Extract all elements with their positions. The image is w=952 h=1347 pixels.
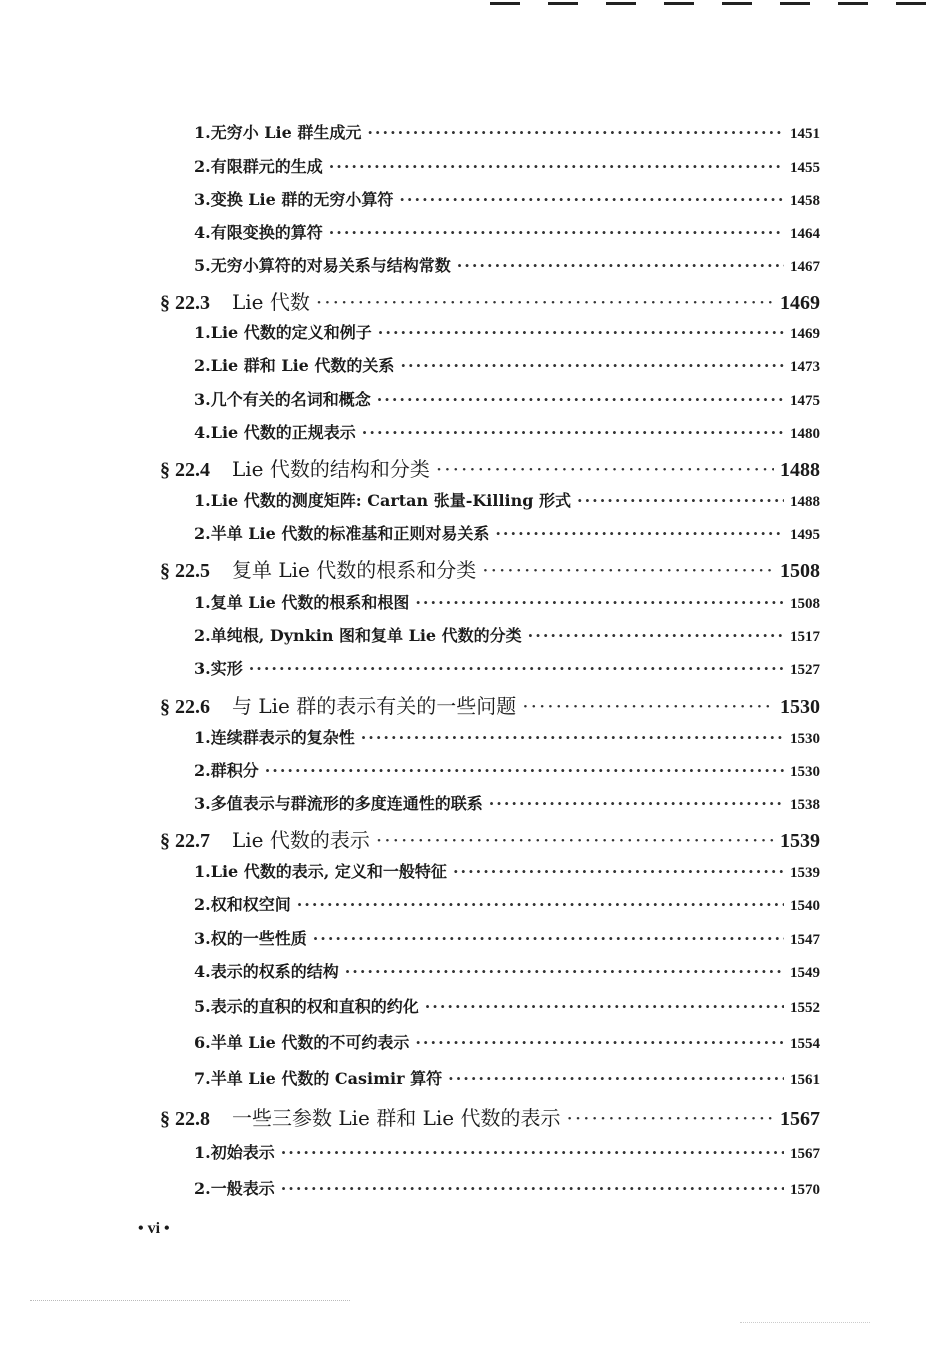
toc-subsection-entry[interactable] bbox=[194, 1176, 820, 1199]
dot-leader bbox=[329, 157, 784, 176]
entry-title: 3.实形 bbox=[194, 659, 243, 678]
entry-title: 1.Lie 代数的测度矩阵: Cartan 张量-Killing 形式 bbox=[194, 491, 572, 510]
entry-title: 1.Lie 代数的表示, 定义和一般特征 bbox=[194, 862, 447, 881]
section-number: § 22.8 bbox=[160, 1108, 210, 1130]
dot-leader bbox=[281, 1179, 784, 1198]
dot-leader bbox=[345, 962, 784, 981]
entry-title: 1.初始表示 bbox=[194, 1143, 275, 1162]
toc-subsection-entry[interactable] bbox=[194, 656, 820, 679]
page-number: 1567 bbox=[780, 1108, 820, 1130]
entry-title: 3.多值表示与群流形的多度连通性的联系 bbox=[194, 794, 483, 813]
page-number: 1517 bbox=[790, 629, 820, 645]
toc-subsection-entry[interactable] bbox=[194, 320, 820, 343]
dot-leader bbox=[482, 558, 774, 582]
page-number: 1464 bbox=[790, 226, 820, 242]
toc-subsection-entry[interactable] bbox=[194, 959, 820, 982]
toc-subsection-entry[interactable] bbox=[194, 623, 820, 646]
entry-title: 2.群积分 bbox=[194, 761, 259, 780]
toc-subsection-entry[interactable] bbox=[194, 488, 820, 511]
page-number: 1495 bbox=[790, 527, 820, 543]
dot-leader bbox=[367, 123, 784, 142]
toc-subsection-entry[interactable] bbox=[194, 154, 820, 177]
entry-title: 4.表示的权系的结构 bbox=[194, 962, 339, 981]
toc-subsection-entry[interactable] bbox=[194, 420, 820, 443]
scan-artifact bbox=[30, 1300, 350, 1303]
entry-title: 2.权和权空间 bbox=[194, 895, 291, 914]
section-number: § 22.4 bbox=[160, 459, 210, 481]
page-number: 1527 bbox=[790, 662, 820, 678]
dot-leader bbox=[495, 524, 784, 543]
toc-subsection-entry[interactable] bbox=[194, 353, 820, 376]
entry-title: 3.变换 Lie 群的无穷小算符 bbox=[194, 190, 394, 209]
entry-title: 5.表示的直积的权和直积的约化 bbox=[194, 997, 419, 1016]
toc-subsection-entry[interactable] bbox=[194, 725, 820, 748]
toc-section-entry[interactable] bbox=[160, 453, 820, 482]
entry-title: 2.一般表示 bbox=[194, 1179, 275, 1198]
toc-subsection-entry[interactable] bbox=[194, 859, 820, 882]
dot-leader bbox=[377, 390, 784, 409]
section-number: § 22.3 bbox=[160, 292, 210, 314]
entry-title: 2.半单 Lie 代数的标准基和正则对易关系 bbox=[194, 524, 490, 543]
page-number: 1540 bbox=[790, 898, 820, 914]
dot-leader bbox=[415, 593, 784, 612]
toc-section-entry[interactable] bbox=[160, 554, 820, 583]
toc-subsection-entry[interactable] bbox=[194, 120, 820, 143]
page-number: 1549 bbox=[790, 965, 820, 981]
page-number: 1539 bbox=[790, 865, 820, 881]
toc-subsection-entry[interactable] bbox=[194, 220, 820, 243]
entry-title: 2.Lie 群和 Lie 代数的关系 bbox=[194, 356, 395, 375]
page-number: 1508 bbox=[790, 596, 820, 612]
entry-title: 3.权的一些性质 bbox=[194, 929, 307, 948]
toc-subsection-entry[interactable] bbox=[194, 253, 820, 276]
page-number: 1554 bbox=[790, 1036, 820, 1052]
dot-leader bbox=[313, 929, 784, 948]
dot-leader bbox=[378, 323, 784, 342]
page-number: 1547 bbox=[790, 932, 820, 948]
page-number: 1552 bbox=[790, 1000, 820, 1016]
entry-title: 一些三参数 Lie 群和 Lie 代数的表示 bbox=[232, 1106, 561, 1130]
entry-title: 4.有限变换的算符 bbox=[194, 223, 323, 242]
page-number: 1538 bbox=[790, 797, 820, 813]
toc-subsection-entry[interactable] bbox=[194, 758, 820, 781]
dot-leader bbox=[297, 895, 784, 914]
dot-leader bbox=[425, 997, 784, 1016]
dot-leader bbox=[436, 457, 774, 481]
entry-title: 与 Lie 群的表示有关的一些问题 bbox=[232, 694, 517, 718]
page-folio: • vi • bbox=[138, 1220, 170, 1237]
toc-subsection-entry[interactable] bbox=[194, 1140, 820, 1163]
page-number: 1475 bbox=[790, 393, 820, 409]
entry-title: Lie 代数 bbox=[232, 290, 310, 314]
dot-leader bbox=[376, 828, 774, 852]
toc-subsection-entry[interactable] bbox=[194, 994, 820, 1017]
page-number: 1539 bbox=[780, 830, 820, 852]
toc-subsection-entry[interactable] bbox=[194, 1066, 820, 1089]
dot-leader bbox=[522, 694, 774, 718]
toc-subsection-entry[interactable] bbox=[194, 521, 820, 544]
page-number: 1469 bbox=[790, 326, 820, 342]
dot-leader bbox=[528, 626, 784, 645]
page-number: 1488 bbox=[790, 494, 820, 510]
page-number: 1467 bbox=[790, 259, 820, 275]
dot-leader bbox=[316, 290, 774, 314]
entry-title: 复单 Lie 代数的根系和分类 bbox=[232, 558, 477, 582]
toc-subsection-entry[interactable] bbox=[194, 590, 820, 613]
toc-section-entry[interactable] bbox=[160, 1102, 820, 1131]
page-number: 1530 bbox=[780, 696, 820, 718]
toc-section-entry[interactable] bbox=[160, 286, 820, 315]
dot-leader bbox=[265, 761, 784, 780]
dot-leader bbox=[566, 1106, 774, 1130]
entry-title: 5.无穷小算符的对易关系与结构常数 bbox=[194, 256, 451, 275]
toc-subsection-entry[interactable] bbox=[194, 187, 820, 210]
page-number: 1469 bbox=[780, 292, 820, 314]
dot-leader bbox=[329, 223, 784, 242]
dot-leader bbox=[399, 190, 784, 209]
entry-title: 1.无穷小 Lie 群生成元 bbox=[194, 123, 362, 142]
page-number: 1451 bbox=[790, 126, 820, 142]
page-number: 1530 bbox=[790, 764, 820, 780]
dot-leader bbox=[577, 491, 784, 510]
entry-title: 2.单纯根, Dynkin 图和复单 Lie 代数的分类 bbox=[194, 626, 522, 645]
toc-subsection-entry[interactable] bbox=[194, 387, 820, 410]
entry-title: 4.Lie 代数的正规表示 bbox=[194, 423, 356, 442]
top-rule bbox=[490, 0, 942, 12]
dot-leader bbox=[415, 1033, 784, 1052]
entry-title: 1.连续群表示的复杂性 bbox=[194, 728, 355, 747]
page-number: 1530 bbox=[790, 731, 820, 747]
toc-section-entry[interactable] bbox=[160, 824, 820, 853]
dot-leader bbox=[362, 423, 784, 442]
dot-leader bbox=[361, 728, 784, 747]
page-number: 1458 bbox=[790, 193, 820, 209]
entry-title: 2.有限群元的生成 bbox=[194, 157, 323, 176]
entry-title: Lie 代数的结构和分类 bbox=[232, 457, 430, 481]
page-number: 1561 bbox=[790, 1072, 820, 1088]
page-number: 1567 bbox=[790, 1146, 820, 1162]
section-number: § 22.6 bbox=[160, 696, 210, 718]
dot-leader bbox=[281, 1143, 784, 1162]
dot-leader bbox=[249, 659, 784, 678]
toc-subsection-entry[interactable] bbox=[194, 892, 820, 915]
dot-leader bbox=[400, 356, 784, 375]
section-number: § 22.7 bbox=[160, 830, 210, 852]
entry-title: 3.几个有关的名词和概念 bbox=[194, 390, 371, 409]
dot-leader bbox=[453, 862, 784, 881]
entry-title: Lie 代数的表示 bbox=[232, 828, 370, 852]
page-number: 1508 bbox=[780, 560, 820, 582]
section-number: § 22.5 bbox=[160, 560, 210, 582]
entry-title: 7.半单 Lie 代数的 Casimir 算符 bbox=[194, 1069, 443, 1088]
toc-subsection-entry[interactable] bbox=[194, 926, 820, 949]
entry-title: 6.半单 Lie 代数的不可约表示 bbox=[194, 1033, 410, 1052]
entry-title: 1.复单 Lie 代数的根系和根图 bbox=[194, 593, 410, 612]
toc-subsection-entry[interactable] bbox=[194, 1030, 820, 1053]
page-number: 1570 bbox=[790, 1182, 820, 1198]
toc-subsection-entry[interactable] bbox=[194, 791, 820, 814]
toc-section-entry[interactable] bbox=[160, 690, 820, 719]
dot-leader bbox=[457, 256, 784, 275]
dot-leader bbox=[489, 794, 784, 813]
page-number: 1455 bbox=[790, 160, 820, 176]
dot-leader bbox=[448, 1069, 784, 1088]
scan-artifact bbox=[740, 1322, 870, 1325]
entry-title: 1.Lie 代数的定义和例子 bbox=[194, 323, 372, 342]
page-number: 1480 bbox=[790, 426, 820, 442]
page-number: 1473 bbox=[790, 359, 820, 375]
page-number: 1488 bbox=[780, 459, 820, 481]
